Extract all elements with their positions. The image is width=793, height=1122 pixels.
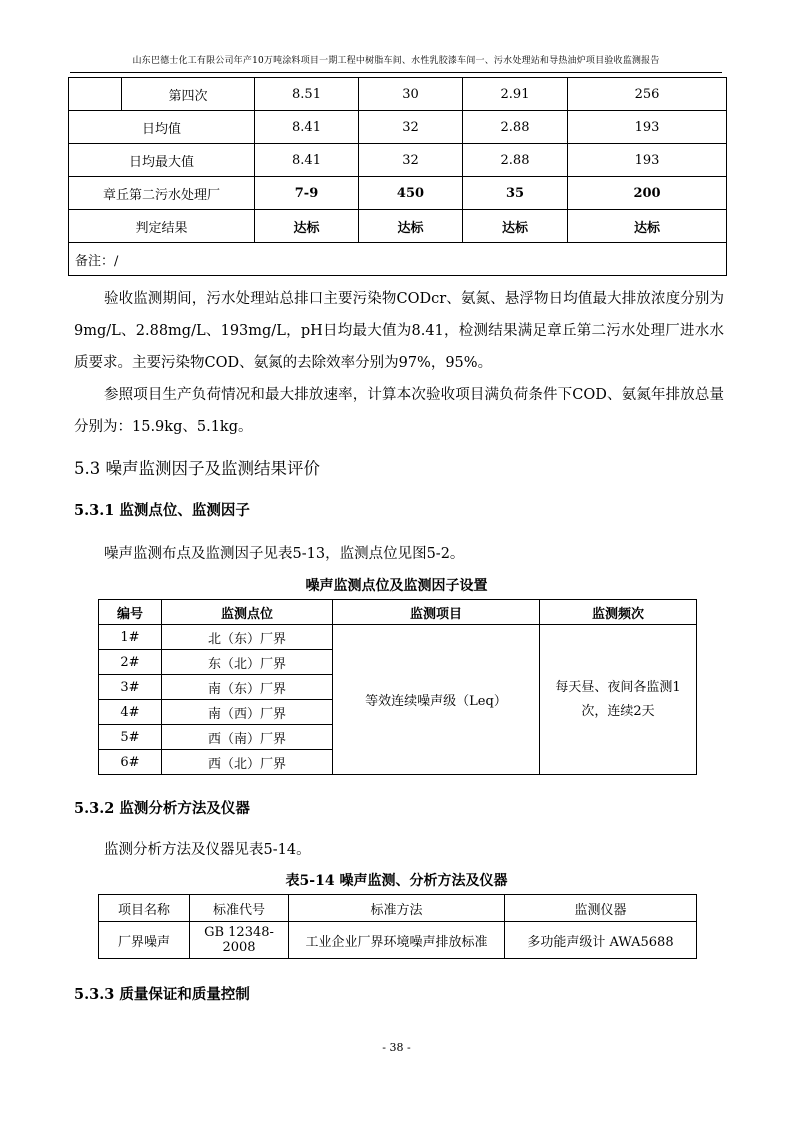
table-cell: 东（北）厂界 [162, 650, 333, 675]
table-cell: 7-9 [255, 177, 359, 210]
table-cell: 2# [99, 650, 162, 675]
table-cell: 3# [99, 675, 162, 700]
table-cell: 200 [568, 177, 727, 210]
table-cell: 厂界噪声 [99, 922, 190, 959]
column-header: 项目名称 [99, 895, 190, 922]
table-cell: 2.91 [463, 78, 568, 111]
table-cell: 达标 [568, 210, 727, 243]
table-cell: 达标 [463, 210, 568, 243]
header-divider [70, 72, 722, 73]
row-label: 章丘第二污水处理厂 [69, 177, 255, 210]
table-cell: 工业企业厂界环境噪声排放标准 [289, 922, 505, 959]
noise-methods-table [98, 894, 697, 959]
table-row [69, 78, 727, 111]
table-cell: 30 [359, 78, 463, 111]
paragraph: 验收监测期间，污水处理站总排口主要污染物CODcr、氨氮、悬浮物日均值最大排放浓度分别为9mg/L、2.88mg/L、193mg/L，pH日均最大值为8.41，检测结果满足章丘第二污水处理厂进水水质要求。主要污染物COD、氨氮的去除效率分别为97%，95%。 [74, 291, 724, 371]
paragraph: 监测分析方法及仪器见表5-14。 [104, 842, 311, 858]
table-cell: GB 12348-2008 [190, 922, 289, 959]
table-header-row [99, 600, 697, 625]
page-header: 山东巴德士化工有限公司年产10万吨涂料项目一期工程中树脂车间、水性乳胶漆车间一、污水处理站和导热油炉项目验收监测报告 [132, 56, 660, 66]
table-note: 备注：/ [69, 243, 727, 276]
table-caption: 噪声监测点位及监测因子设置 [305, 578, 488, 594]
page-number: - 38 - [382, 1041, 411, 1054]
table-cell: 32 [359, 111, 463, 144]
table-cell: 2.88 [463, 111, 568, 144]
table-header-row [99, 895, 697, 922]
subsection-heading: 5.3.3 质量保证和质量控制 [74, 986, 250, 1003]
table-cell: 南（西）厂界 [162, 700, 333, 725]
table-cell: 8.41 [255, 111, 359, 144]
table-cell: 8.41 [255, 144, 359, 177]
row-label: 第四次 [122, 78, 255, 111]
table-cell: 450 [359, 177, 463, 210]
table-cell [69, 78, 122, 111]
monitoring-item-cell: 等效连续噪声级（Leq） [333, 625, 540, 775]
table-cell: 193 [568, 111, 727, 144]
table-cell: 32 [359, 144, 463, 177]
wastewater-results-table [68, 77, 727, 276]
table-row [69, 210, 727, 243]
table-cell: 2.88 [463, 144, 568, 177]
row-label: 判定结果 [69, 210, 255, 243]
column-header: 监测项目 [333, 600, 540, 625]
table-cell: 多功能声级计 AWA5688 [505, 922, 697, 959]
table-row [69, 144, 727, 177]
column-header: 编号 [99, 600, 162, 625]
column-header: 监测点位 [162, 600, 333, 625]
monitoring-frequency-cell [540, 625, 697, 775]
table-cell: 8.51 [255, 78, 359, 111]
subsection-heading: 5.3.2 监测分析方法及仪器 [74, 800, 250, 817]
row-label: 日均值 [69, 111, 255, 144]
paragraph: 参照项目生产负荷情况和最大排放速率，计算本次验收项目满负荷条件下COD、氨氮年排放总量分别为：15.9kg、5.1kg。 [74, 387, 724, 435]
table-cell: 西（北）厂界 [162, 750, 333, 775]
table-cell: 4# [99, 700, 162, 725]
column-header: 标准代号 [190, 895, 289, 922]
table-cell: 6# [99, 750, 162, 775]
table-cell: 南（东）厂界 [162, 675, 333, 700]
column-header: 标准方法 [289, 895, 505, 922]
table-caption: 表5-14 噪声监测、分析方法及仪器 [285, 873, 508, 889]
table-row [99, 922, 697, 959]
table-row [69, 177, 727, 210]
table-cell: 达标 [255, 210, 359, 243]
row-label: 日均最大值 [69, 144, 255, 177]
table-cell: 35 [463, 177, 568, 210]
table-cell: 西（南）厂界 [162, 725, 333, 750]
table-row [69, 111, 727, 144]
table-cell: 193 [568, 144, 727, 177]
column-header: 监测频次 [540, 600, 697, 625]
paragraph: 噪声监测布点及监测因子见表5-13，监测点位见图5-2。 [104, 546, 465, 562]
frequency-text: 每天昼、夜间各监测1次，连续2天 [555, 679, 681, 719]
table-cell: 1# [99, 625, 162, 650]
table-cell: 256 [568, 78, 727, 111]
section-heading: 5.3 噪声监测因子及监测结果评价 [74, 459, 320, 478]
column-header: 监测仪器 [505, 895, 697, 922]
table-cell: 5# [99, 725, 162, 750]
table-cell: 北（东）厂界 [162, 625, 333, 650]
table-row [99, 625, 697, 650]
table-cell: 达标 [359, 210, 463, 243]
table-row [69, 243, 727, 276]
noise-points-table [98, 599, 697, 775]
subsection-heading: 5.3.1 监测点位、监测因子 [74, 502, 250, 519]
